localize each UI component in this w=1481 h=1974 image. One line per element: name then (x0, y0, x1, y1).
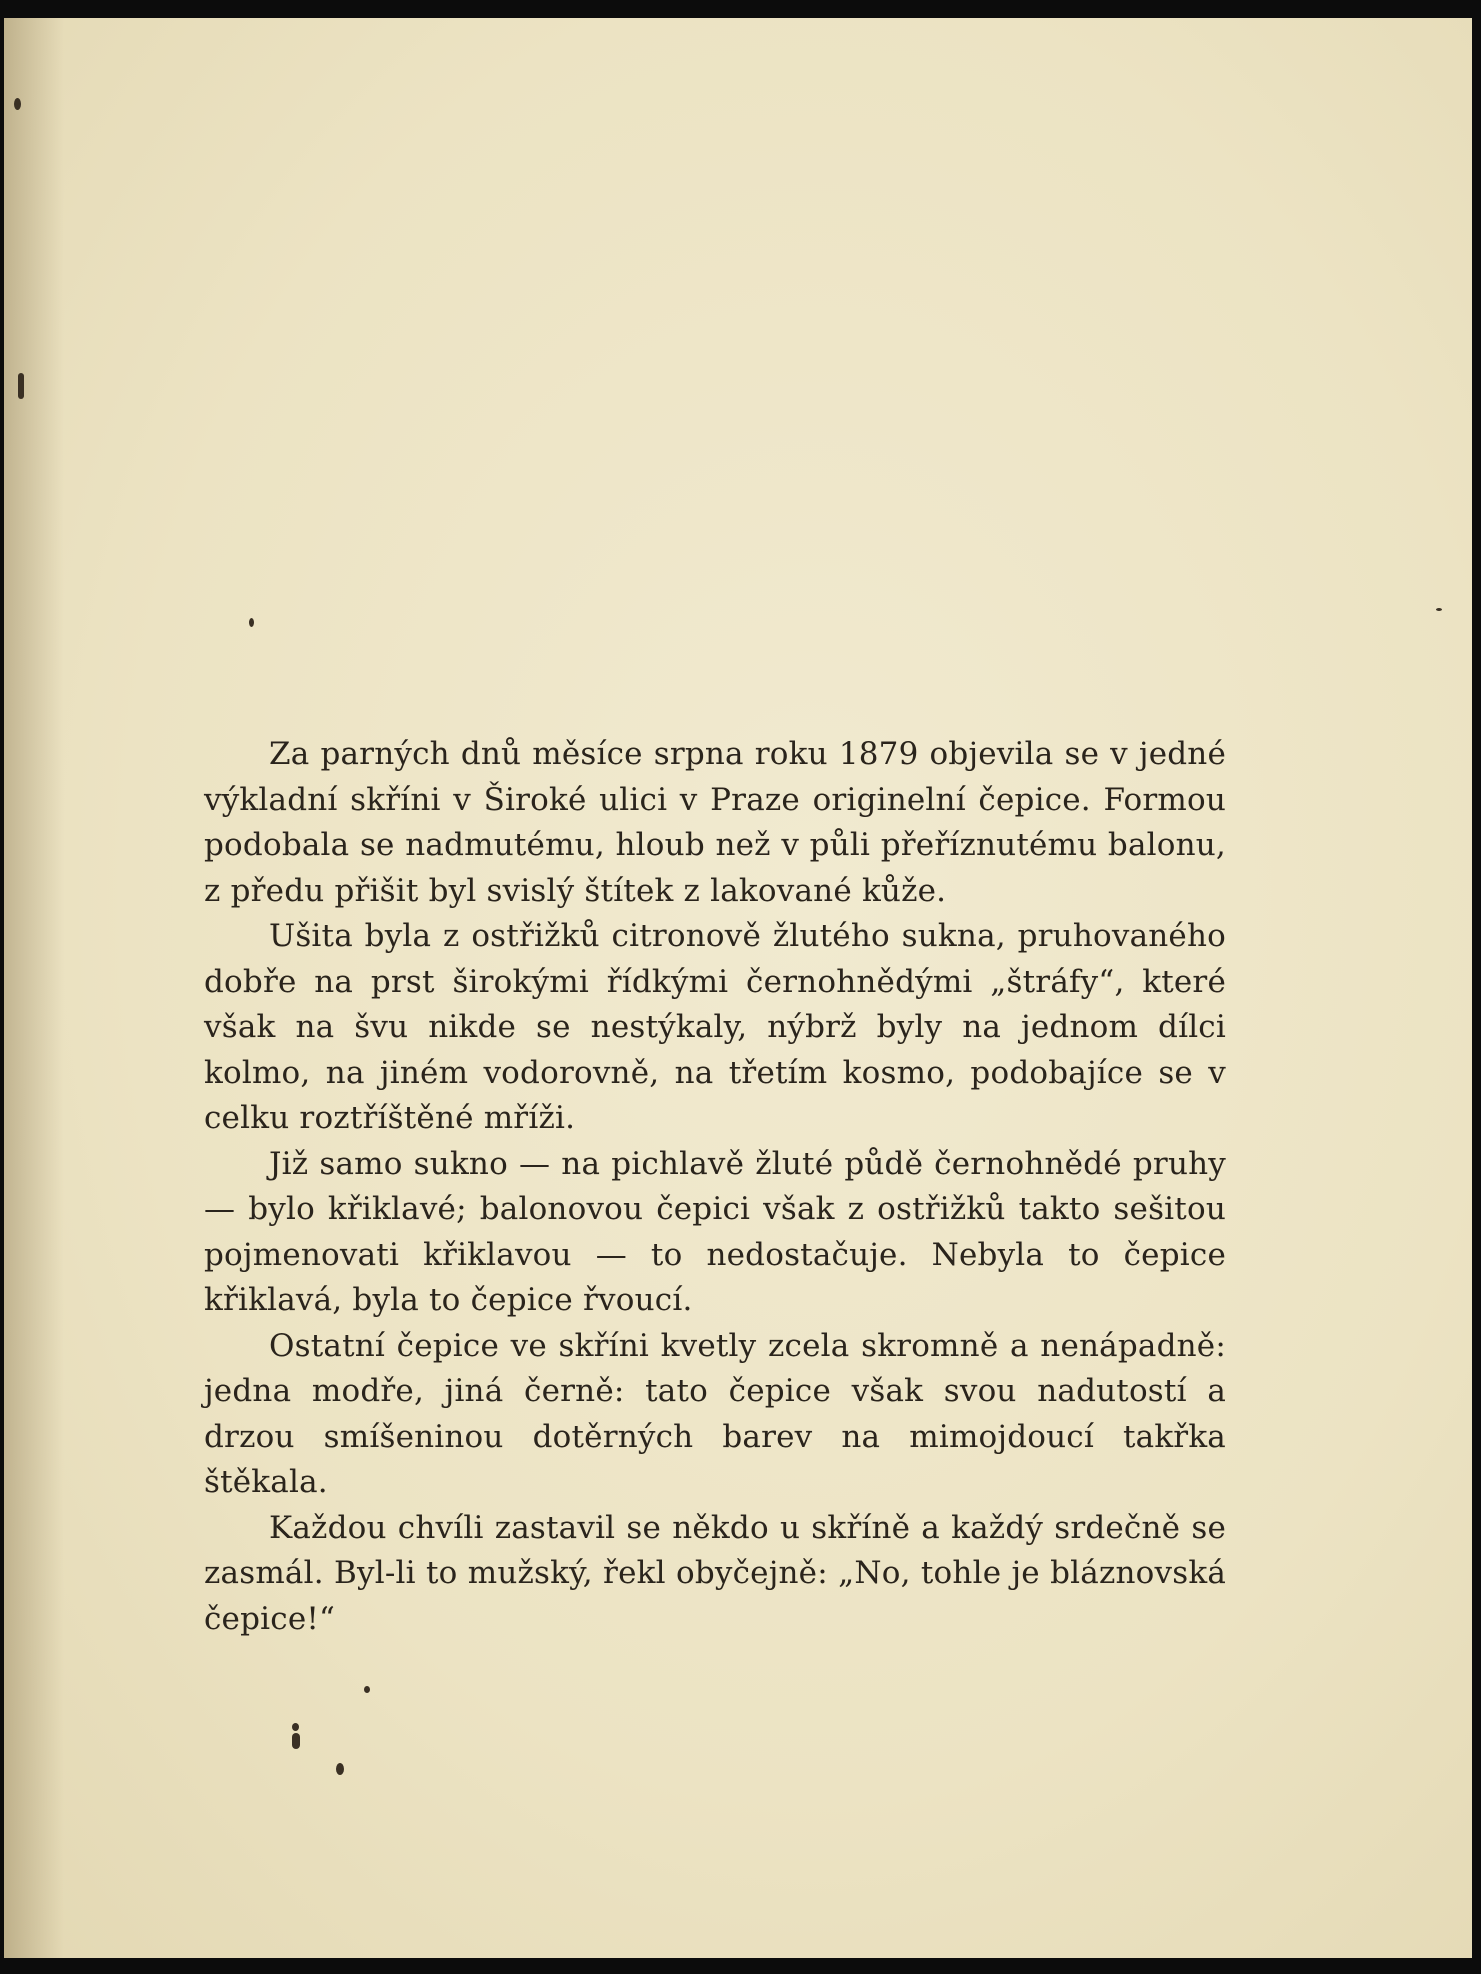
scan-speck (14, 98, 21, 110)
scan-speck (292, 1733, 300, 1749)
paragraph: Za parných dnů měsíce srpna roku 1879 objevila se v jedné výkladní skříni v Široké ulici v Praze originelní čepice. Formou podobala se nadmutému, hloub než v půli přeříznutému balonu, z předu přišit byl svislý štítek z lakované kůže. (204, 736, 1226, 909)
scan-speck (18, 373, 24, 399)
page-gutter-shadow (4, 18, 64, 1958)
paragraph: Ostatní čepice ve skříni kvetly zcela skromně a nenápadně: jedna modře, jiná černě: tato čepice však svou nadutostí a drzou smíšeninou dotěrných barev na mimojdoucí takřka štěkala. (204, 1327, 1226, 1500)
paragraph: Již samo sukno — na pichlavě žluté půdě černohnědé pruhy — bylo křiklavé; balonovou čepici však z ostřižků takto sešitou pojmenovati křiklavou — to nedostačuje. Nebyla to čepice křiklavá, byla to čepice řvoucí. (204, 1145, 1226, 1318)
scan-speck (249, 618, 254, 627)
book-page (4, 18, 1472, 1958)
paragraph: Každou chvíli zastavil se někdo u skříně a každý srdečně se zasmál. Byl-li to mužský, řekl obyčejně: „No, tohle je bláznovská čepice!“ (204, 1509, 1226, 1637)
body-text (204, 732, 1226, 1642)
scan-speck (292, 1723, 299, 1731)
scan-speck (336, 1763, 344, 1775)
paragraph: Ušita byla z ostřižků citronově žlutého sukna, pruhovaného dobře na prst širokými řídkými černohnědými „štráfy“, které však na švu nikde se nestýkaly, nýbrž byly na jednom dílci kolmo, na jiném vodorovně, na třetím kosmo, podobajíce se v celku roztříštěné mříži. (204, 918, 1226, 1136)
scan-speck (364, 1686, 370, 1693)
scan-speck (1436, 608, 1442, 611)
